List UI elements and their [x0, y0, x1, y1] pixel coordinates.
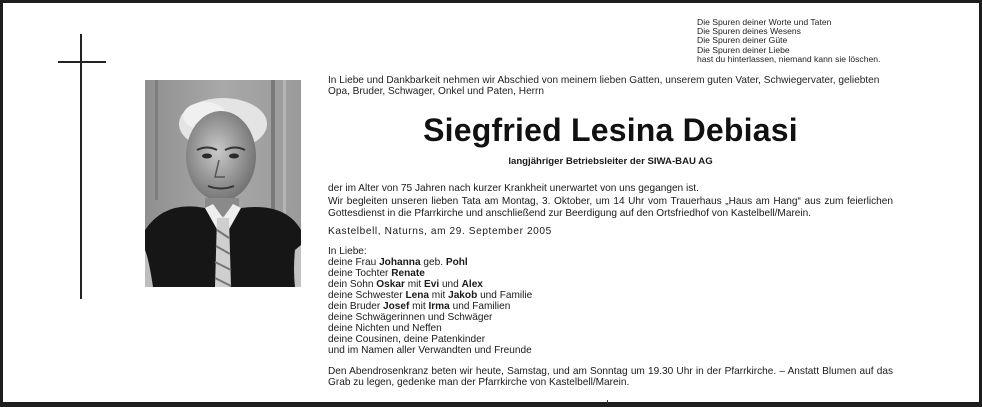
name-bold: Pohl: [445, 257, 468, 268]
text: und Familien: [449, 301, 511, 312]
rosary-notice: Den Abendrosenkranz beten wir heute, Samstag, und am Sonntag um 19.30 Uhr in der Pfarrkirche. – Anstatt Blumen auf das Grab zu legen, gedenke man der Pfarrkirche von Kastelbell/Marein.: [328, 366, 893, 389]
poem-line: Die Spuren deiner Worte und Taten: [697, 17, 832, 27]
text: mit: [404, 279, 424, 290]
text: deine Frau: [328, 257, 380, 268]
family-line: und im Namen aller Verwandten und Freunde: [328, 345, 532, 356]
poem-line: hast du hinterlassen, niemand kann sie löschen.: [697, 53, 881, 64]
family-line: deine Cousinen, deine Patenkinder: [328, 334, 486, 345]
name-bold: Renate: [391, 268, 425, 279]
text: und: [439, 279, 462, 290]
family-line: deine Nichten und Neffen: [328, 323, 442, 334]
poem-line: Die Spuren deiner Güte: [697, 35, 788, 46]
name-bold: Evi: [423, 279, 440, 290]
bottom-tick-mark: [607, 400, 608, 404]
text: und Familie: [477, 290, 533, 301]
name-bold: Irma: [428, 301, 450, 312]
family-line-brother: [328, 301, 532, 312]
intro-text: [328, 75, 893, 97]
deceased-name: Siegfried Lesina Debiasi: [423, 112, 798, 148]
name-bold: Josef: [383, 301, 410, 312]
place-date: Kastelbell, Naturns, am 29. September 2005: [328, 226, 552, 237]
age-statement: der im Alter von 75 Jahren nach kurzer Krankheit unerwartet von uns gegangen ist.: [328, 183, 699, 194]
family-line-sister: [328, 290, 532, 301]
family-heading: In Liebe:: [328, 246, 367, 257]
name-bold: Alex: [461, 279, 483, 290]
name-bold: Oskar: [376, 279, 405, 290]
portrait-photo: [145, 80, 301, 287]
deceased-role: langjähriger Betriebsleiter der SIWA-BAU AG: [508, 156, 713, 167]
poem-line: Die Spuren deiner Liebe: [697, 44, 790, 55]
text: deine Schwester: [328, 290, 406, 301]
portrait-image: [145, 80, 301, 287]
intro-paragraph: In Liebe und Dankbarkeit nehmen wir Abschied von meinem lieben Gatten, unserem guten Vater, Schwiegervater, geliebten Opa, Bruder, Schwager, Onkel und Paten, Herrn: [328, 75, 880, 98]
family-list: [328, 246, 532, 356]
cross-horizontal-bar: [58, 61, 106, 63]
text: deine Tochter: [328, 268, 392, 279]
text: geb.: [420, 257, 446, 268]
cross-vertical-bar: [80, 34, 82, 299]
poem-block: [697, 18, 880, 64]
text: mit: [409, 301, 429, 312]
family-line-son: [328, 279, 532, 290]
funeral-details: Wir begleiten unseren lieben Tata am Montag, 3. Oktober, um 14 Uhr vom Trauerhaus „Haus am Hang“ aus zum feierlichen Gottesdienst in die Pfarrkirche und anschließend zur Beerdigung auf den Ortsfriedhof von Kastelbell/Marein.: [328, 196, 893, 219]
family-line-daughter: [328, 268, 532, 279]
text: dein Sohn: [328, 279, 377, 290]
poem-line: Die Spuren deines Wesens: [697, 26, 801, 37]
text: dein Bruder: [328, 301, 383, 312]
name-bold: Jakob: [448, 290, 478, 301]
family-line: deine Schwägerinnen und Schwäger: [328, 312, 493, 323]
name-bold: Lena: [405, 290, 429, 301]
text: mit: [429, 290, 449, 301]
name-bold: Johanna: [379, 257, 421, 268]
family-line-wife: [328, 257, 532, 268]
